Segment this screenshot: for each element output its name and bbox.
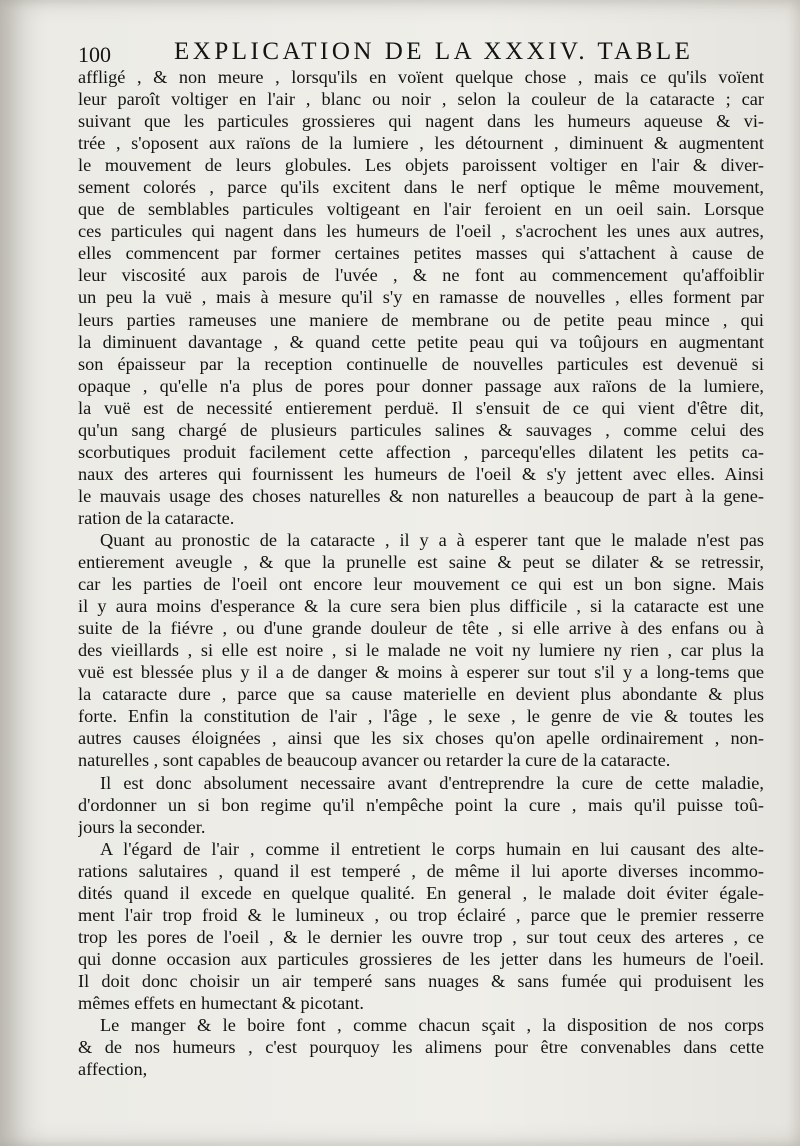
text-line: opaque , qu'elle n'a plus de pores pour donner passage aux raïons de la lumiere, xyxy=(78,375,764,396)
text-line: vuë est blessée plus y il a de danger & moins à esperer sur tout s'il y a long-tems que xyxy=(78,662,764,683)
text-line: sement colorés , parce qu'ils excitent dans le nerf optique le même mouvement, xyxy=(78,177,764,198)
text-line: scorbutiques produit facilement cette affection , parcequ'elles dilatent les petits ca- xyxy=(78,441,764,462)
paragraph xyxy=(78,772,764,838)
text-line: leurs parties rameuses une maniere de membrane ou de petite peau mince , qui xyxy=(78,309,764,330)
text-line: Il doit donc choisir un air temperé sans nuages & sans fumée qui produisent les xyxy=(78,970,764,991)
paragraph xyxy=(78,1014,764,1080)
text-line: un peu la vuë , mais à mesure qu'il s'y en ramasse de nouvelles , elles forment par xyxy=(78,287,764,308)
text-line: suivant que les particules grossieres qui nagent dans les humeurs aqueuse & vi- xyxy=(78,111,764,132)
text-line: la diminuent davantage , & quand cette petite peau qui va toûjours en augmentant xyxy=(78,331,764,352)
text-line: qu'un sang chargé de plusieurs particules salines & sauvages , comme celui des xyxy=(78,419,764,440)
body-text xyxy=(78,66,764,1080)
paragraph xyxy=(78,838,764,1014)
text-line: des vieillards , si elle est noire , si le malade ne voit ny lumiere ny rien , car plus la xyxy=(78,640,764,661)
text-line: elles commencent par former certaines petites masses qui s'attachent à cause de xyxy=(78,243,764,264)
text-line: leur viscosité aux parois de l'uvée , & ne font au commencement qu'affoiblir xyxy=(78,265,764,286)
text-line: naux des arteres qui fournissent les humeurs de l'oeil & s'y jettent avec elles. Ainsi xyxy=(78,463,764,484)
text-line: naturelles , sont capables de beaucoup avancer ou retarder la cure de la cataracte. xyxy=(78,750,671,771)
text-line: il y aura moins d'esperance & la cure sera bien plus difficile , si la cataracte est une xyxy=(78,596,764,617)
text-line: que de semblables particules voltigeant en l'air feroient en un oeil sain. Lorsque xyxy=(78,199,764,220)
text-line: qui donne occasion aux particules grossieres de les jetter dans les humeurs de l'oeil. xyxy=(78,948,764,969)
text-line: dités quand il excede en quelque qualité. En general , le malade doit éviter égale- xyxy=(78,882,764,903)
text-line: entierement aveugle , & que la prunelle est saine & peut se dilater & se retressir, xyxy=(78,552,764,573)
paragraph xyxy=(78,529,764,772)
text-line: ment l'air trop froid & le lumineux , ou trop éclairé , parce que le premier resserre xyxy=(78,904,764,925)
paragraph xyxy=(78,66,764,529)
text-line: Le manger & le boire font , comme chacun sçait , la disposition de nos corps xyxy=(100,1015,764,1036)
text-line: rations salutaires , quand il est temperé , de même il lui aporte diverses incommo- xyxy=(78,860,764,881)
text-line: car les parties de l'oeil ont encore leur mouvement ce qui est un bon signe. Mais xyxy=(78,574,764,595)
text-line: d'ordonner un si bon regime qu'il n'empêche point la cure , mais qu'il puisse toû- xyxy=(78,794,764,815)
text-line: forte. Enfin la constitution de l'air , l'âge , le sexe , le genre de vie & toutes les xyxy=(78,706,764,727)
text-line: affection, xyxy=(78,1059,148,1080)
text-line: leur paroît voltiger en l'air , blanc ou noir , selon la couleur de la cataracte ; car xyxy=(78,89,764,110)
page-header xyxy=(78,38,778,68)
text-line: son épaisseur par la reception continuelle de nouvelles particules est devenuë si xyxy=(78,353,764,374)
text-line: mêmes effets en humectant & picotant. xyxy=(78,992,364,1013)
text-line: ces particules qui nagent dans les humeurs de l'oeil , s'acrochent les unes aux autres, xyxy=(78,221,764,242)
text-line: affligé , & non meure , lorsqu'ils en voïent quelque chose , mais ce qu'ils voïent xyxy=(78,67,764,87)
text-line: Quant au pronostic de la cataracte , il y a à esperer tant que le malade n'est pas xyxy=(100,529,764,550)
text-line: Il est donc absolument necessaire avant d'entreprendre la cure de cette maladie, xyxy=(100,772,764,793)
page-number: 100 xyxy=(78,42,111,67)
text-line: jours la seconder. xyxy=(78,816,206,837)
text-line: suite de la fiévre , ou d'une grande douleur de tête , si elle arrive à des enfans ou à xyxy=(78,618,764,639)
text-line: le mouvement de leurs globules. Les objets paroissent voltiger en l'air & diver- xyxy=(78,155,764,176)
text-line: la vuë est de necessité entierement perduë. Il s'ensuit de ce qui vient d'être dit, xyxy=(78,397,764,418)
running-title: EXPLICATION DE LA XXXIV. TABLE xyxy=(174,38,694,65)
text-line: & de nos humeurs , c'est pourquoy les alimens pour être convenables dans cette xyxy=(78,1037,764,1058)
text-line: A l'égard de l'air , comme il entretient le corps humain en lui causant des alte- xyxy=(100,838,764,859)
text-line: la cataracte dure , parce que sa cause materielle en devient plus abondante & plus xyxy=(78,684,764,705)
text-line: autres causes éloignées , ainsi que les six choses qu'on apelle ordinairement , non- xyxy=(78,728,764,749)
text-line: le mauvais usage des choses naturelles & non naturelles a beaucoup de part à la gene- xyxy=(78,485,764,506)
text-line: trée , s'oposent aux raïons de la lumiere , les détournent , diminuent & augmentent xyxy=(78,133,764,154)
text-line: ration de la cataracte. xyxy=(78,507,235,528)
text-line: trop les pores de l'oeil , & le dernier les ouvre trop , sur tout ceux des arteres , ce xyxy=(78,926,764,947)
